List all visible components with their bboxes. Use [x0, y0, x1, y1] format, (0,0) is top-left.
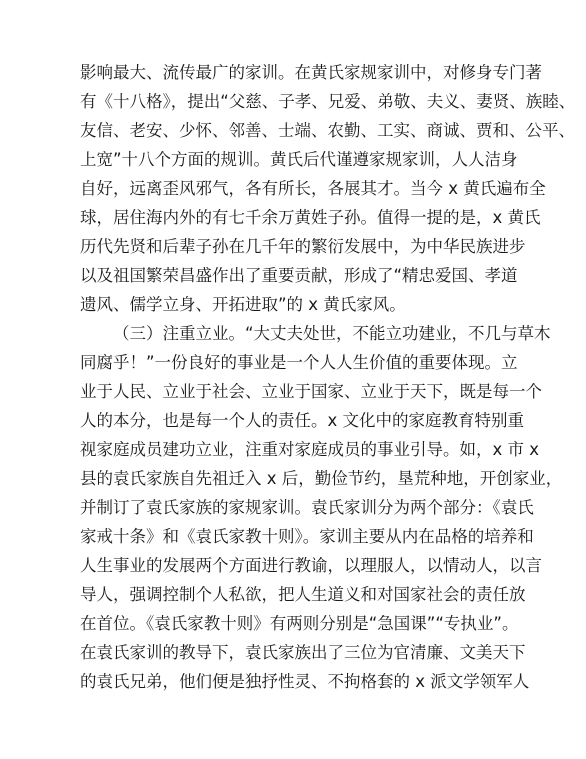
text-line: 并制订了袁氏家族的家规家训。袁氏家训分为两个部分：《袁氏: [80, 498, 534, 517]
text-line: 友信、老安、少怀、邻善、士端、农勤、工实、商诚、贾和、公平、: [80, 121, 575, 140]
text-line: 视家庭成员建功立业，注重对家庭成员的事业引导。如，x 市 x: [80, 440, 540, 459]
text-line: 球，居住海内外的有七千余万黄姓子孙。值得一提的是，x 黄氏: [80, 208, 541, 227]
text-line: 县的袁氏家族自先祖迁入 x 后，勤俭节约，垦荒种地，开创家业，: [80, 469, 563, 488]
text-line: 的袁氏兄弟，他们便是独抒性灵、不拘格套的 x 派文学领军人: [80, 672, 530, 691]
text-line: 人的本分，也是每一个人的责任。x 文化中的家庭教育特别重: [80, 411, 525, 430]
text-line: 影响最大、流传最广的家训。在黄氏家规家训中，对修身专门著: [80, 63, 542, 82]
text-line: 导人，强调控制个人私欲，把人生道义和对国家社会的责任放: [80, 585, 526, 604]
text-line: 家戒十条》和《袁氏家教十则》。家训主要从内在品格的培养和: [80, 527, 534, 546]
text-line: 同腐乎！”一份良好的事业是一个人人生价值的重要体现。立: [80, 353, 518, 372]
text-line: 人生事业的发展两个方面进行教谕，以理服人，以情动人，以言: [80, 556, 542, 575]
text-line: 上宽”十八个方面的规训。黄氏后代谨遵家规家训，人人洁身: [80, 150, 518, 169]
section-heading-line: （三）注重立业。“大丈夫处世，不能立功建业，不几与草木: [113, 324, 551, 343]
text-line: 在首位。《袁氏家教十则》有两则分别是“急国课”“专执业”。: [80, 614, 519, 633]
text-line: 业于人民、立业于社会、立业于国家、立业于天下，既是每一个: [80, 382, 542, 401]
text-line: 遗风、儒学立身、开拓进取”的 x 黄氏家风。: [80, 295, 406, 314]
text-line: 自好，远离歪风邪气，各有所长，各展其才。当今 x 黄氏遍布全: [80, 179, 546, 198]
text-line: 以及祖国繁荣昌盛作出了重要贡献，形成了“精忠爱国、孝道: [80, 266, 518, 285]
text-line: 历代先贤和后辈子孙在几千年的繁衍发展中，为中华民族进步: [80, 237, 526, 256]
body-text: [80, 58, 576, 696]
text-line: 在袁氏家训的教导下，袁氏家族出了三位为官清廉、文美天下: [80, 643, 526, 662]
text-line: 有《十八格》，提出“父慈、子孝、兄爱、弟敬、夫义、妻贤、族睦、: [80, 92, 576, 111]
